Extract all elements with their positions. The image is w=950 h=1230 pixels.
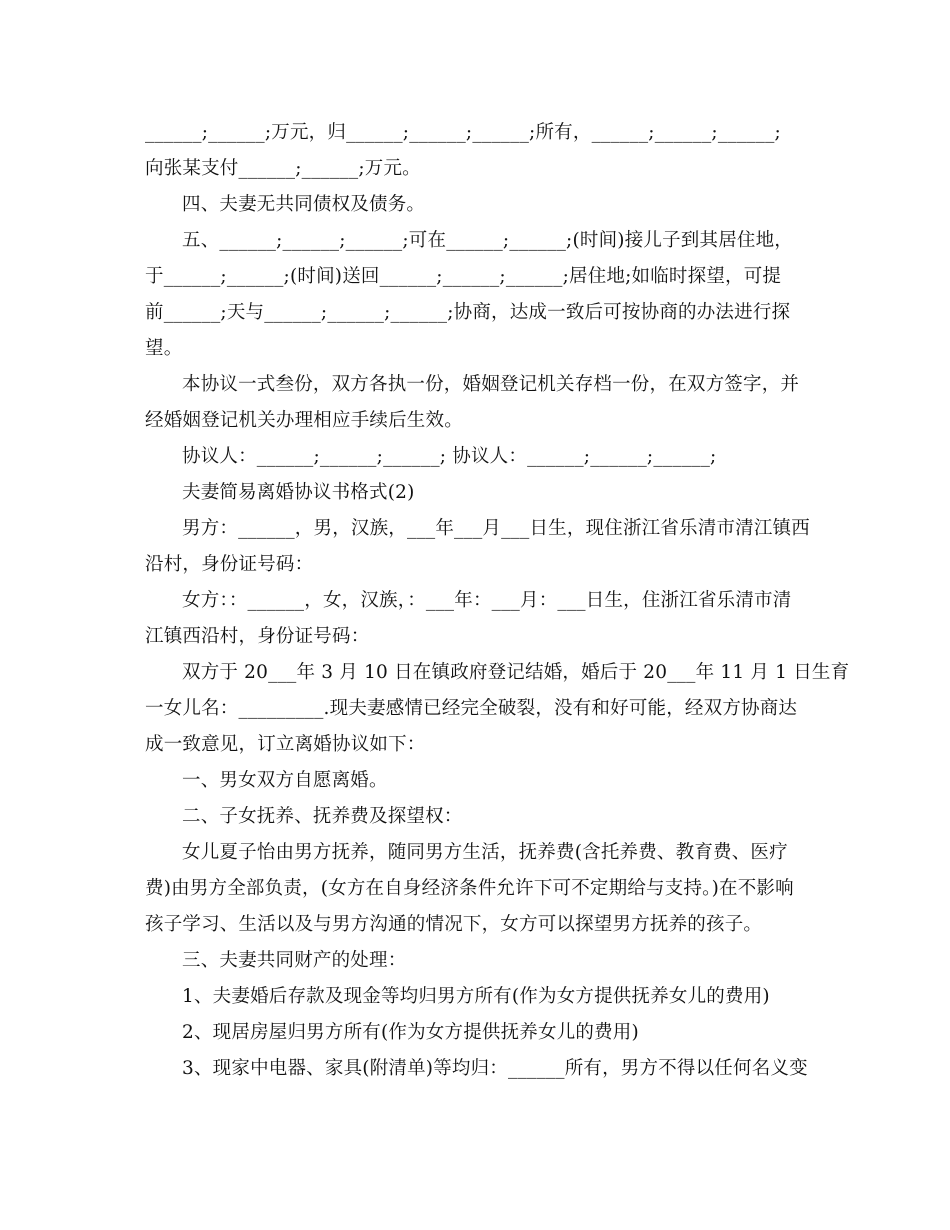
text-line: 沿村，身份证号码： — [145, 554, 314, 575]
text-line: 于______;______;(时间)送回______;______;______;居住地;如临时探望，可提 — [145, 266, 782, 287]
text-line: 费)由男方全部负责，(女方在自身经济条件允许下可不定期给与支持。)在不影响 — [145, 878, 794, 899]
text-line: ______;______;万元，归______;______;______;所有，______;______;______; — [145, 122, 781, 143]
text-line: 经婚姻登记机关办理相应手续后生效。 — [145, 410, 463, 431]
paragraph-line: 女方：：______，女，汉族，：___年：___月：___日生，住浙江省乐清市清 — [182, 590, 792, 611]
list-item: 3、现家中电器、家具(附清单)等均归：______所有，男方不得以任何名义变 — [182, 1058, 808, 1079]
section-heading: 一、男女双方自愿离婚。 — [182, 770, 388, 791]
section-heading: 四、夫妻无共同债权及债务。 — [182, 194, 426, 215]
signature-line: 协议人：______;______;______; 协议人：______;______;______; — [182, 446, 717, 467]
section-heading: 五、______;______;______;可在______;______;(时间)接儿子到其居住地， — [182, 230, 794, 251]
paragraph-line: 本协议一式叁份，双方各执一份，婚姻登记机关存档一份，在双方签字，并 — [182, 374, 800, 395]
list-item: 1、夫妻婚后存款及现金等均归男方所有(作为女方提供抚养女儿的费用) — [182, 986, 770, 1007]
section-heading: 三、夫妻共同财产的处理： — [182, 950, 407, 971]
paragraph-line: 女儿夏子怡由男方抚养，随同男方生活，抚养费(含托养费、教育费、医疗 — [182, 842, 788, 863]
document-subtitle: 夫妻简易离婚协议书格式(2) — [182, 482, 415, 503]
text-line: 望。 — [145, 338, 183, 359]
text-line: 向张某支付______;______;万元。 — [145, 158, 421, 179]
text-line: 成一致意见，订立离婚协议如下： — [145, 734, 426, 755]
section-heading: 二、子女抚养、抚养费及探望权： — [182, 806, 463, 827]
list-item: 2、现居房屋归男方所有(作为女方提供抚养女儿的费用) — [182, 1022, 639, 1043]
text-line: 前______;天与______;______;______;协商，达成一致后可按协商的办法进行探 — [145, 302, 791, 323]
paragraph-line: 双方于 20___年 3 月 10 日在镇政府登记结婚，婚后于 20___年 11 月 1 日生育 — [182, 662, 850, 683]
text-line: 江镇西沿村，身份证号码： — [145, 626, 370, 647]
paragraph-line: 男方：______，男，汉族，___年___月___日生，现住浙江省乐清市清江镇西 — [182, 518, 810, 539]
text-line: 孩子学习、生活以及与男方沟通的情况下，女方可以探望男方抚养的孩子。 — [145, 914, 763, 935]
text-line: 一女儿名：_________.现夫妻感情已经完全破裂，没有和好可能，经双方协商达 — [145, 698, 798, 719]
